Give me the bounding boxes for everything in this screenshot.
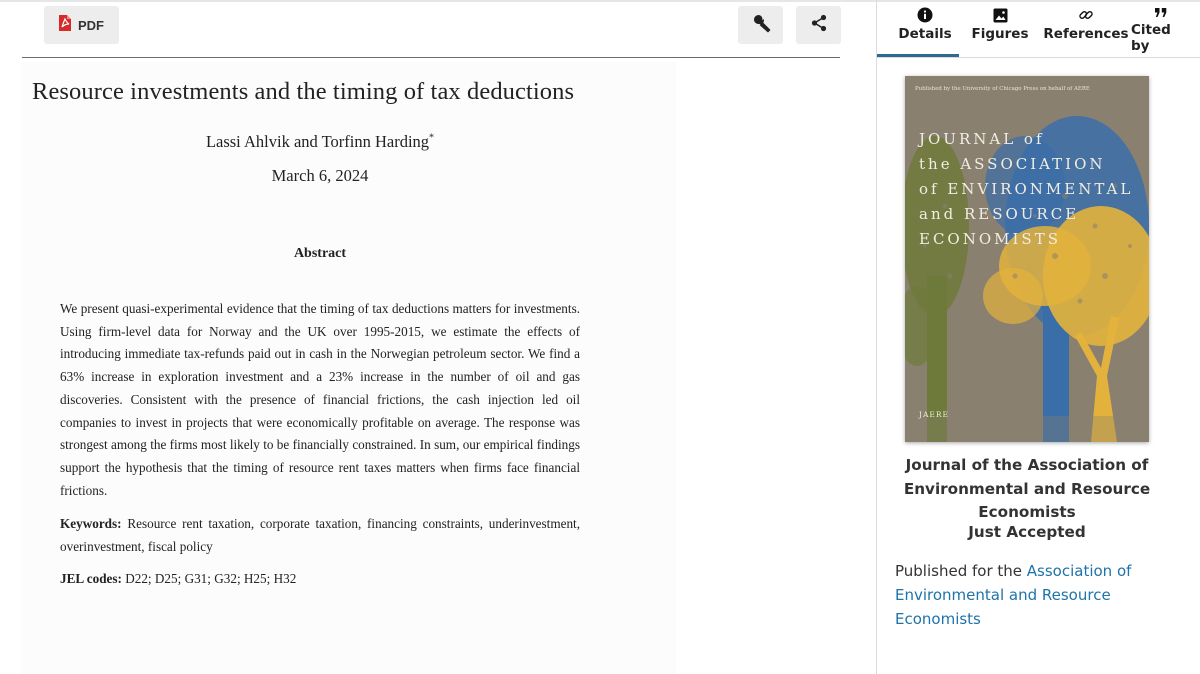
sidebar-tabs: [877, 0, 1200, 58]
paper-date: March 6, 2024: [271, 166, 369, 185]
published-prefix: Published for the: [895, 562, 1027, 580]
viewer-toolbar: [0, 0, 876, 58]
cover-title-line-4: and RESOURCE: [919, 205, 1080, 223]
tab-details-label: Details: [898, 26, 952, 42]
cover-publisher-line: Published by the University of Chicago Press on behalf of AERE: [915, 86, 1090, 92]
pdf-button-label: PDF: [78, 17, 104, 33]
published-for: [895, 560, 1157, 631]
tab-figures-label: Figures: [971, 26, 1029, 42]
share-button[interactable]: [796, 6, 841, 44]
tab-figures[interactable]: [971, 4, 1029, 54]
tab-details[interactable]: [891, 4, 959, 54]
cover-title-line-3: of ENVIRONMENTAL: [919, 180, 1134, 198]
association-link[interactable]: Association of Environmental and Resource Economists: [895, 562, 1132, 628]
cover-title-line-5: ECONOMISTS: [919, 230, 1061, 248]
tab-cited-by-label: Cited by: [1131, 22, 1171, 54]
image-icon: [993, 4, 1008, 26]
link-icon: [1078, 4, 1094, 26]
keywords-text: Resource rent taxation, corporate taxation, financing constraints, underinvestment, overinvestment, fiscal policy: [60, 516, 580, 554]
journal-cover-art: [905, 76, 1149, 442]
toolbar-divider: [22, 57, 840, 58]
details-sidebar: [876, 0, 1200, 674]
tabs-divider: [877, 57, 1200, 58]
article-status: Just Accepted: [968, 523, 1086, 541]
jel-label: JEL codes:: [60, 571, 122, 586]
jel-text: D22; D25; G31; G32; H25; H32: [125, 571, 297, 586]
cover-title-line-2: the ASSOCIATION: [919, 155, 1106, 173]
info-icon: [917, 4, 933, 26]
journal-name: Journal of the Association of Environmental and Resource Economists: [903, 456, 1151, 521]
author-footnote-mark: *: [429, 132, 435, 144]
paper-title: Resource investments and the timing of tax deductions: [32, 78, 575, 105]
paper-authors: [22, 132, 618, 152]
authors-text: Lassi Ahlvik and Torfinn Harding: [205, 132, 430, 151]
quote-icon: [1154, 4, 1168, 22]
cover-jaere-mark: JAERE: [919, 410, 950, 419]
pdf-button[interactable]: [44, 6, 119, 44]
paper-page: [22, 62, 676, 674]
tab-references-label: References: [1043, 26, 1129, 42]
keywords: [60, 513, 580, 558]
tools-button[interactable]: [738, 6, 783, 44]
journal-cover-image[interactable]: [905, 76, 1149, 442]
keywords-label: Keywords:: [60, 516, 122, 531]
share-icon: [810, 14, 828, 36]
cover-title-line-1: JOURNAL of: [919, 130, 1045, 148]
wrench-icon: [751, 13, 771, 37]
abstract-heading: Abstract: [293, 246, 347, 261]
abstract-text: We present quasi-experimental evidence that the timing of tax deductions matters for investments. Using firm-level data for Norway and the UK over 1995-2015, we estimate the effects of introducing immediate tax-refunds paid out in cash in the Norwegian petroleum sector. We find a 63% increase in exploration investment and a 23% increase in the number of oil and gas discoveries. Consistent with the presence of financial frictions, the cash injection led oil companies to invest in projects that were economically profitable on average. The response was strongest among the firms most likely to be financially constrained. In sum, our empirical findings support the hypothesis that the timing of resource rent taxes matters when firms face financial frictions.: [60, 301, 580, 498]
tab-cited-by[interactable]: [1131, 4, 1191, 54]
pdf-file-icon: [58, 15, 72, 35]
tab-references[interactable]: [1041, 4, 1131, 54]
jel-codes: [60, 568, 580, 591]
